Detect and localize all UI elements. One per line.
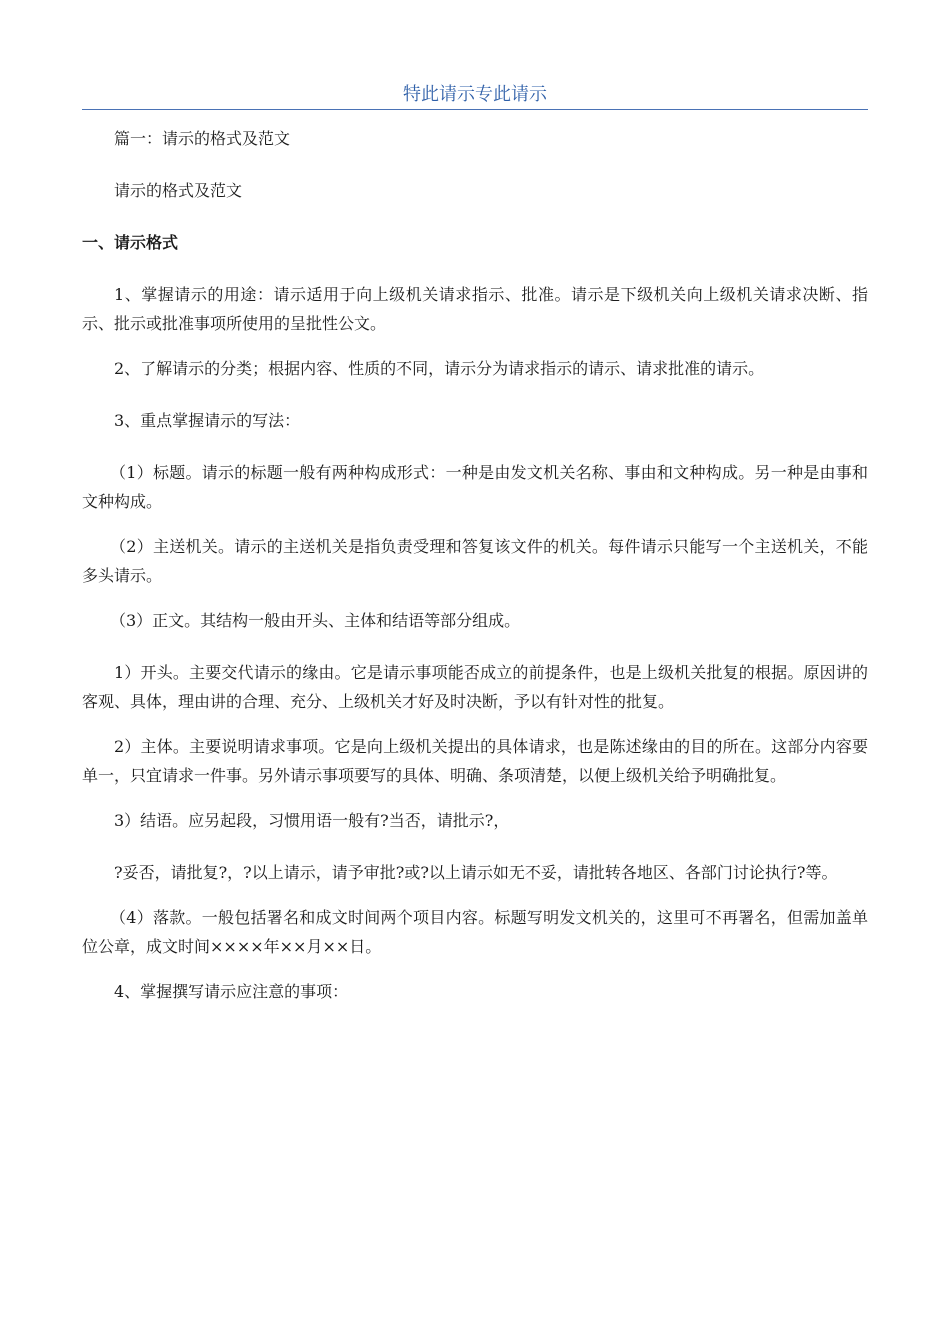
document-body <box>82 124 868 1006</box>
paragraph-9: 3）结语。应另起段，习惯用语一般有?当否，请批示?， <box>114 811 510 830</box>
paragraph-3: 3、重点掌握请示的写法： <box>114 411 301 430</box>
paragraph-10: ?妥否，请批复?，?以上请示，请予审批?或?以上请示如无不妥，请批转各地区、各部门讨论执行?等。 <box>114 863 838 882</box>
paragraph-7: 1）开头。主要交代请示的缘由。它是请示事项能否成立的前提条件，也是上级机关批复的根据。原因讲的客观、具体，理由讲的合理、充分、上级机关才好及时决断，予以有针对性的批复。 <box>82 663 868 711</box>
paragraph-11: （4）落款。一般包括署名和成文时间两个项目内容。标题写明发文机关的，这里可不再署名，但需加盖单位公章，成文时间××××年××月××日。 <box>82 908 868 956</box>
header-divider <box>82 109 868 110</box>
paragraph-5: （2）主送机关。请示的主送机关是指负责受理和答复该文件的机关。每件请示只能写一个主送机关，不能多头请示。 <box>82 537 868 585</box>
paragraph-1: 1、掌握请示的用途：请示适用于向上级机关请求指示、批准。请示是下级机关向上级机关请求决断、指示、批示或批准事项所使用的呈批性公文。 <box>82 285 868 333</box>
paragraph-4: （1）标题。请示的标题一般有两种构成形式：一种是由发文机关名称、事由和文种构成。另一种是由事和文种构成。 <box>82 463 868 511</box>
paragraph-6: （3）正文。其结构一般由开头、主体和结语等部分组成。 <box>110 611 521 630</box>
paragraph-8: 2）主体。主要说明请求事项。它是向上级机关提出的具体请求，也是陈述缘由的目的所在。这部分内容要单一，只宜请求一件事。另外请示事项要写的具体、明确、条项清楚，以便上级机关给予明确批复。 <box>82 737 868 785</box>
paragraph-2: 2、了解请示的分类；根据内容、性质的不同，请示分为请求指示的请示、请求批准的请示。 <box>114 359 765 378</box>
document-subtitle: 请示的格式及范文 <box>114 181 243 200</box>
paragraph-12: 4、掌握撰写请示应注意的事项： <box>114 982 349 1001</box>
page-header-title: 特此请示专此请示 <box>403 84 547 105</box>
heading-request-format: 一、请示格式 <box>82 233 179 252</box>
section-label: 篇一：请示的格式及范文 <box>114 129 291 148</box>
